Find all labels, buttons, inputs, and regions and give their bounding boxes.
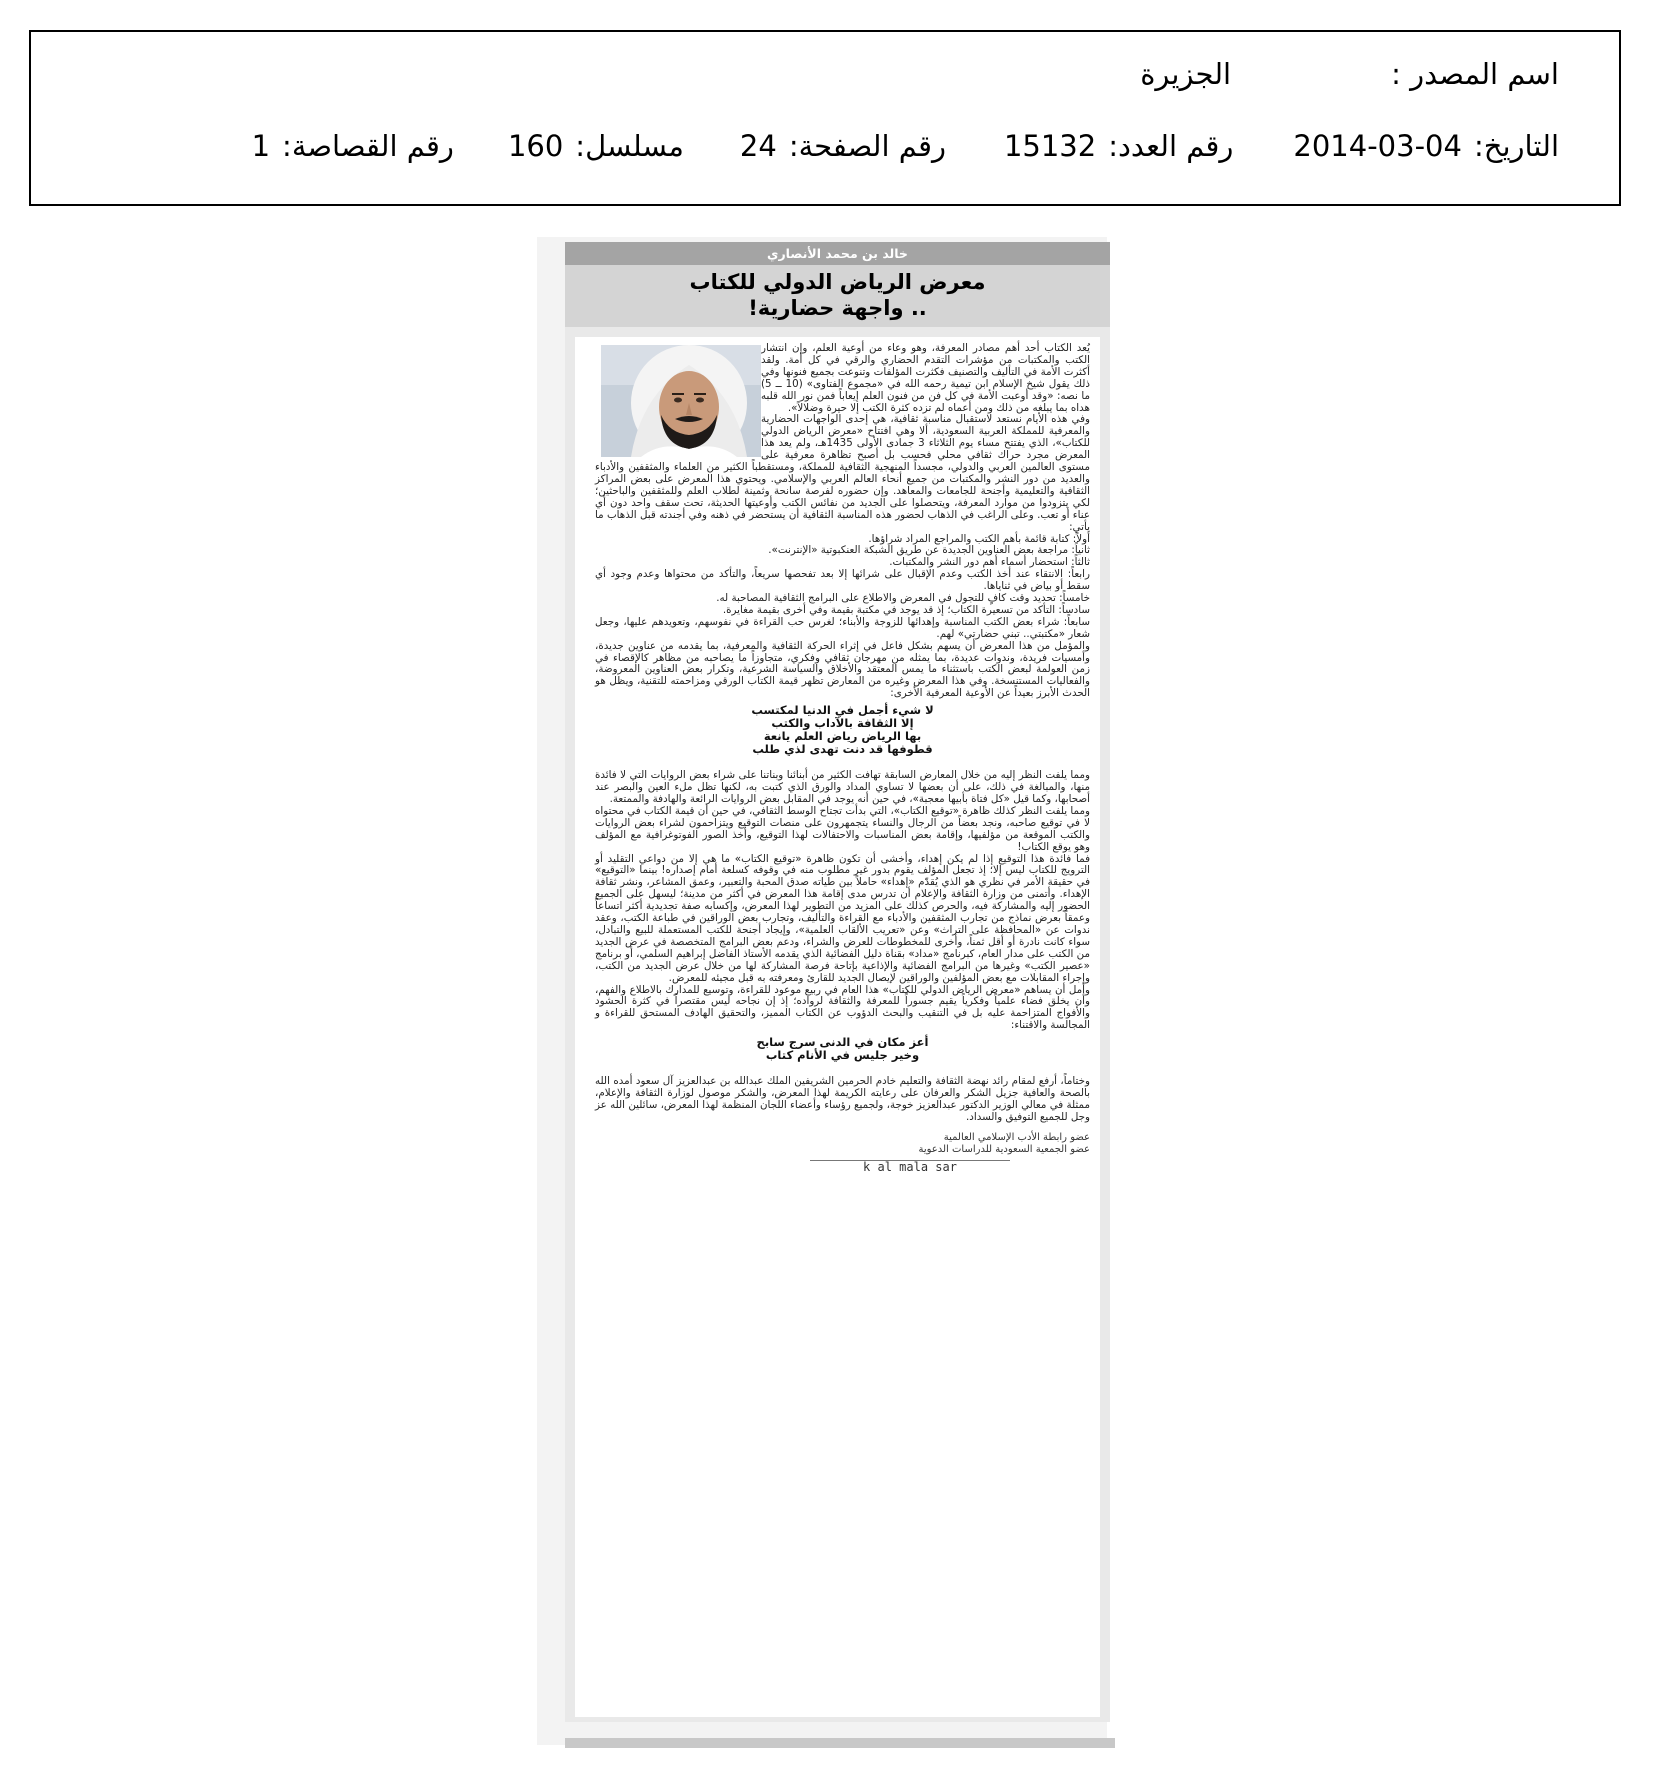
source-field — [1391, 57, 1559, 91]
serial-field — [508, 129, 684, 163]
date-label: التاريخ: — [1473, 129, 1559, 163]
paragraph-9: سابعاً: شراء بعض الكتب المناسبة وإهدائها للزوجة والأبناء؛ لغرس حب القراءة في نفوسهم، وتعويدهم عليها، وجعل شعار «مكتبتي.. تبني حضارتي» لهم. — [595, 615, 1090, 640]
paragraph-12: ومما يلفت النظر كذلك ظاهرة «توقيع الكتاب»، التي بدأت تجتاح الوسط الثقافي، في حين أن قيمة الكتاب في محتواه لا في توقيع صاحبه، ونجد بعضاً من الرجال والنساء يتجمهرون على منصات التوقيع ويتزاحمون لشراء بعض الروايات والكتب الموقعة من مؤلفيها، وإقامة بعض المناسبات والاحتفالات لهذا التوقيع، وأخذ الصور الفوتوغرافية مع المؤلف وهو يوقع الكتاب! — [595, 804, 1090, 853]
metadata-row-source — [71, 57, 1559, 91]
paragraph-11: ومما يلفت النظر إليه من خلال المعارض السابقة تهافت الكثير من أبنائنا وبناتنا على شراء بعض الروايات التي لا فائدة منها، والمبالغة في ذلك، على أن بعضها لا تساوي المداد والورق الذي كتبت به، لكنها تظل ملء العين والبصر عند أصحابها، وكما قيل «كل فتاة بأبيها معجبة»، في حين أنه يوجد في المقابل بعض الروايات الرائعة والهادفة والممتعة. — [595, 769, 1090, 805]
paragraph-5: ثالثاً: استحضار أسماء أهم دور النشر والمكتبات. — [889, 556, 1090, 569]
closing-paragraph: وختاماً، أرفع لمقام رائد نهضة الثقافة والتعليم خادم الحرمين الشريفين الملك عبدالله بن عبدالعزيز آل سعود أمده الله بالصحة والعافية جزيل الشكر والعرفان على رعايته الكريمة لهذا المعرض، والشكر موصول لوزارة الثقافة والإعلام، ممثلة في معالي الوزير الدكتور عبدالعزيز خوجة، ولجميع رؤساء وأعضاء اللجان المنظمة لهذا المعرض، سائلين الله عز وجل للجميع التوفيق والسداد. — [595, 1075, 1090, 1123]
paragraph-13: فما فائدة هذا التوقيع إذا لم يكن إهداء، وأخشى أن تكون ظاهرة «توقيع الكتاب» ما هي إلا من دواعي التقليد أو الترويج للكتاب ليس إلا؛ إذ تجعل المؤلف يقوم بدور غير مطلوب منه في وقوفه كسلعة أمام إصداره! بينما «التوقيع» في حقيقة الأمر في نظري هو الذي يُقدّم «إهداء» حاملاً بين طياته صدق المحبة والتعبير، وعمق المشاعر، ونشر ثقافة الإهداء. وأتمنى من وزارة الثقافة والإعلام أن تدرس مدى إقامة هذا المعرض في أكثر من مدينة؛ ليسهل على الجميع الحضور إليه والمشاركة فيه، والحرص كذلك على المزيد من التطوير لهذا المعرض، وإكسابه صفة تجديدية أكثر اتساعاً وعمقاً بعرض نماذج من تجارب المثقفين والأدباء مع القراءة والتأليف، وتجارب بعض الوراقين في طباعة الكتب، وعقد ندوات عن «المحافظة على التراث» وعن «تعريب الألقاب العلمية»، وإيجاد أجنحة للكتب المستعملة للبيع والتبادل، سواء كانت نادرة أو أقل ثمناً، وأخرى للمخطوطات للعرض والشراء، ودعم بعض البرامج المتخصصة في عرض الجديد من الكتب على مدار العام، كبرنامج «مداد» بقناة دليل الفضائية الذي يقدمه الأستاذ الفاضل إبراهيم السلمي، أو برنامج «عصير الكتب» وغيرها من البرامج الفضائية والإذاعية بإتاحة فرصة المشاركة لها من خلال عرض الجديد من الكتب، وإجراء المقابلات مع بعض المؤلفين والوراقين لإيصال الجديد للقارئ ومعرفته به قبل مجيئه للمعرض. — [595, 852, 1090, 984]
author-photo — [601, 345, 761, 457]
signature-email: k al mala sar — [810, 1160, 1010, 1173]
clip-number-label: رقم القصاصة: — [282, 129, 454, 163]
verse-2-line-1: أعز مكان في الدنى سرج سابح — [756, 1035, 929, 1050]
verse-2-line-2: وخير جليس في الأنام كتاب — [765, 1048, 920, 1063]
poetry-verse-1 — [595, 704, 1090, 756]
source-value-field — [1140, 57, 1231, 91]
article-headline — [565, 265, 1110, 327]
issue-field — [1004, 129, 1233, 163]
clipping-metadata-box — [29, 30, 1621, 206]
issue-value: 15132 — [1003, 129, 1097, 163]
verse-1-line-4: قطوفها قد دنت تهدى لذي طلب — [752, 742, 933, 757]
serial-value: 160 — [507, 129, 564, 163]
paragraph-4: ثانياً: مراجعة بعض العناوين الجديدة عن طريق الشبكة العنكبوتية «الإنترنت». — [768, 544, 1090, 557]
headline-line-2: .. واجهة حضارية! — [748, 296, 927, 320]
article-text — [595, 343, 1090, 1173]
headline-line-1: معرض الرياض الدولي للكتاب — [689, 270, 986, 294]
clip-number-field — [252, 129, 454, 163]
signature-line-2: عضو الجمعية السعودية للدراسات الدعوية — [918, 1143, 1090, 1155]
page-label: رقم الصفحة: — [788, 129, 946, 163]
author-signature — [595, 1132, 1090, 1173]
paragraph-1: يُعد الكتاب أحد أهم مصادر المعرفة، وهو وعاء من أوعية العلم، وإن انتشار الكتب والمكتبات من مؤشرات التقدم الحضاري والرقي في كل أمة. ولقد أكثرت الأمة في التأليف والتصنيف فكثرت المؤلفات وتنوعت بجميع فنونها وفي ذلك يقول شيخ الإسلام ابن تيمية رحمه الله في «مجموع الفتاوى» (10 ــ 5) ما نصه: «وقد أوعبت الأمة في كل فن من فنون العلم إيعاباً فمن نور الله قلبه هداه بما يبلغه من ذلك ومن أعماه لم تزده كثرة الكتب إلا حيرة وضلالاً». — [761, 342, 1090, 414]
verse-1-line-1: لا شيء أجمل في الدنيا لمكتسب — [751, 703, 934, 718]
author-byline: خالد بن محمد الأنصاري — [565, 242, 1110, 265]
paragraph-3: أولاً: كتابة قائمة بأهم الكتب والمراجع المراد شراؤها. — [868, 532, 1090, 545]
newspaper-clipping — [565, 242, 1110, 1722]
poetry-verse-2 — [595, 1036, 1090, 1062]
page-field — [740, 129, 946, 163]
verse-1-line-2: إلا الثقافة بالآداب والكتب — [771, 716, 914, 731]
paragraph-6: رابعاً: الانتقاء عند أخذ الكتب وعدم الإقبال على شرائها إلا بعد تفحصها سريعاً، والتأكد من محتواها وعدم وجود أي سقط أو بياض في ثناياها. — [595, 568, 1090, 593]
source-label: اسم المصدر : — [1391, 57, 1559, 91]
paragraph-8: سادساً: التأكد من تسعيرة الكتاب؛ إذ قد يوجد في مكتبة بقيمة وفي أخرى بقيمة مغايرة. — [722, 603, 1090, 616]
page-value: 24 — [739, 129, 777, 163]
metadata-row-details — [71, 129, 1559, 163]
serial-label: مسلسل: — [575, 129, 684, 163]
date-value: 2014-03-04 — [1293, 129, 1462, 163]
paragraph-7: خامساً: تحديد وقت كافٍ للتجول في المعرض والاطلاع على البرامج الثقافية المصاحبة له. — [716, 592, 1090, 605]
paragraph-10: والمؤمل من هذا المعرض أن يسهم بشكل فاعل في إثراء الحركة الثقافية والمعرفية، بما يقدمه من عناوين جديدة، وأمسيات فريدة، وندوات عديدة، بما يمثله من مهرجان ثقافي وفكري، متجاوزاً ما يصاحبه من مظاهر كالإقصاء في زمن العولمة لبعض الكتب باستثناء ما يمس المعتقد والأخلاق والسياسة الشرعية، وتكرار بعض العناوين المعروضة، والفعاليات المستنسخة. وفي هذا المعرض وغيره من المعارض تظهر قيمة الكتاب الورقي ومزاحمته للتقنية، ويظل هو الحدث الأبرز بعيداً عن الأوعية المعرفية الأخرى: — [595, 639, 1090, 700]
author-portrait-image — [601, 345, 761, 457]
date-field — [1293, 129, 1559, 163]
paragraph-2: وفي هذه الأيام نستعد لاستقبال مناسبة ثقافية، هي إحدى الواجهات الحضارية والمعرفية للمملكة العربية السعودية، ألا وهي افتتاح «معرض الرياض الدولي للكتاب»، الذي يفتتح مساء يوم الثلاثاء 3 جمادى الأولى 1435هـ، ولم يعد هذا المعرض مجرد حراك ثقافي محلي فحسب بل أصبح تظاهرة معرفية على مستوى العالمين العربي والدولي، مجسداً المنهجية الثقافية للمملكة، ومستقطباً الكثير من العلماء والمثقفين والأدباء والعديد من دور النشر والمكتبات من جميع أنحاء العالم العربي والإسلامي. ويحتوي هذا المعرض على بعض المراكز الثقافية والتعليمية وأجنحة للجامعات والمعاهد. وإن حضوره لفرصة سانحة وثمينة لطلاب العلم وللمثقفين والباحثين؛ لكي يتزودوا من موارد المعرفة، ويتحصلوا على الجديد من نفائس الكتب وأوعيتها الحديثة، تحت سقف واحد دون أي عناء أو تعب. وعلى الراغب في الذهاب لحضور هذه المناسبة الثقافية أن يستحضر في ذهنه وفي أجندته قبل الذهاب ما يأتي: — [595, 413, 1090, 533]
signature-line-1: عضو رابطة الأدب الإسلامي العالمية — [943, 1131, 1090, 1143]
clip-number-value: 1 — [251, 129, 271, 163]
issue-label: رقم العدد: — [1108, 129, 1234, 163]
clipping-bottom-bar — [565, 1738, 1115, 1748]
verse-1-line-3: بها الرياض رياض العلم يانعة — [763, 729, 922, 744]
source-value: الجزيرة — [1140, 57, 1232, 91]
paragraph-14: وأمل أن يساهم «معرض الرياض الدولي للكتاب» هذا العام في ربيع موعود للقراءة، وتوسيع للمدارك بالاطلاع والفهم، وأن يخلق فضاء علمياً وفكرياً يقيم جسوراً للمعرفة والثقافة لرواده؛ إذ إن نجاحه ليس مقتصراً في كثرة الحشود والأفواج المتزاحمة عليه بل في التنقيب والبحث الدؤوب عن الكتاب المميز، والتحقيق الهادف المستحق للقراءة و المجالسة والاقتناء: — [595, 983, 1090, 1032]
article-body — [575, 337, 1100, 1717]
